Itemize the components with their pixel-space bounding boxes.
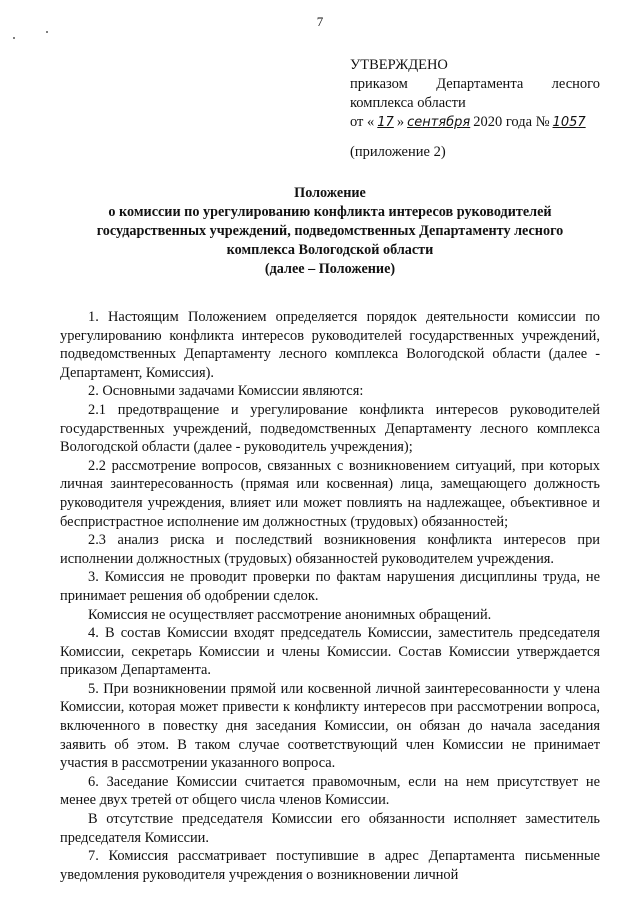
page-number: 7 <box>316 14 324 29</box>
paragraph: 5. При возникновении прямой или косвенной личной заинтересованности у члена Комиссии, которая может привести к конфликту интересов при рассмотрении вопроса, включенного в повестку дня заседания Комиссии, он обязан до начала заседания заявить об этом. В таком случае соответствующий член Комиссии не принимает участия в рассмотрении указанного вопроса. <box>60 680 600 772</box>
handwritten-day: 17 <box>377 115 394 130</box>
handwritten-month: сентября <box>407 115 471 130</box>
appendix-label: (приложение 2) <box>350 144 446 160</box>
title-line: комплекса Вологодской области <box>226 242 434 258</box>
paragraph: 2.2 рассмотрение вопросов, связанных с возникновением ситуаций, при которых личная заинтересованность (прямая или косвенная) лица, замещающего должность руководителя учреждения, влияет или может повлиять на надлежащее, объективное и беспристрастное исполнение им должностных (трудовых) обязанностей; <box>60 457 600 530</box>
paragraph: 3. Комиссия не проводит проверки по фактам нарушения дисциплины труда, не принимает решения об одобрении сделок. <box>60 569 600 604</box>
paragraph: 6. Заседание Комиссии считается правомочным, если на нем присутствует не менее двух третей от общего числа членов Комиссии. <box>60 773 600 809</box>
paragraph: 2.1 предотвращение и урегулирование конфликта интересов руководителей государственных учреждений, подведомственных Департаменту лесного комплекса Вологодской области (далее - руководитель учреждения); <box>60 401 600 456</box>
paragraph: 4. В состав Комиссии входят председатель Комиссии, заместитель председателя Комиссии, секретарь Комиссии и члены Комиссии. Состав Комиссии утверждается приказом Департамента. <box>60 625 600 679</box>
approval-word: лесного <box>551 76 600 92</box>
approval-date-line <box>350 113 600 132</box>
approval-word: Департамента <box>436 76 524 92</box>
scan-speck <box>46 31 48 33</box>
scan-speck <box>13 37 15 39</box>
handwritten-order-number: 1057 <box>552 115 586 130</box>
document-title <box>60 184 600 279</box>
date-year: 2020 года № <box>473 114 550 130</box>
title-line: (далее – Положение) <box>264 261 396 277</box>
date-mid: » <box>396 114 405 130</box>
paragraph: 7. Комиссия рассматривает поступившие в адрес Департамента письменные уведомления руководителя учреждения о возникновении личной <box>60 848 600 883</box>
approval-department-line: комплекса области <box>350 95 466 111</box>
paragraph: В отсутствие председателя Комиссии его обязанности исполняет заместитель председателя Комиссии. <box>60 811 600 846</box>
title-line: Положение <box>294 185 366 201</box>
paragraph: 2.3 анализ риска и последствий возникновения конфликта интересов при исполнении должностных (трудовых) обязанностей руководителем учреждения. <box>60 532 600 567</box>
paragraph: Комиссия не осуществляет рассмотрение анонимных обращений. <box>88 606 492 623</box>
date-prefix: от « <box>350 114 375 130</box>
paragraph: 1. Настоящим Положением определяется порядок деятельности комиссии по урегулированию конфликта интересов руководителей государственных учреждений, подведомственных Департаменту лесного комплекса Вологодской области (далее - Департамент, Комиссия). <box>60 309 600 381</box>
paragraph: 2. Основными задачами Комиссии являются: <box>88 383 364 400</box>
approval-stamp <box>350 56 600 162</box>
approval-order-line <box>350 75 600 94</box>
title-line: государственных учреждений, подведомственных Департаменту лесного <box>96 223 564 239</box>
approval-word: приказом <box>350 76 408 92</box>
approval-heading: УТВЕРЖДЕНО <box>350 57 448 73</box>
document-body <box>60 308 600 884</box>
title-line: о комиссии по урегулированию конфликта интересов руководителей <box>108 204 552 220</box>
